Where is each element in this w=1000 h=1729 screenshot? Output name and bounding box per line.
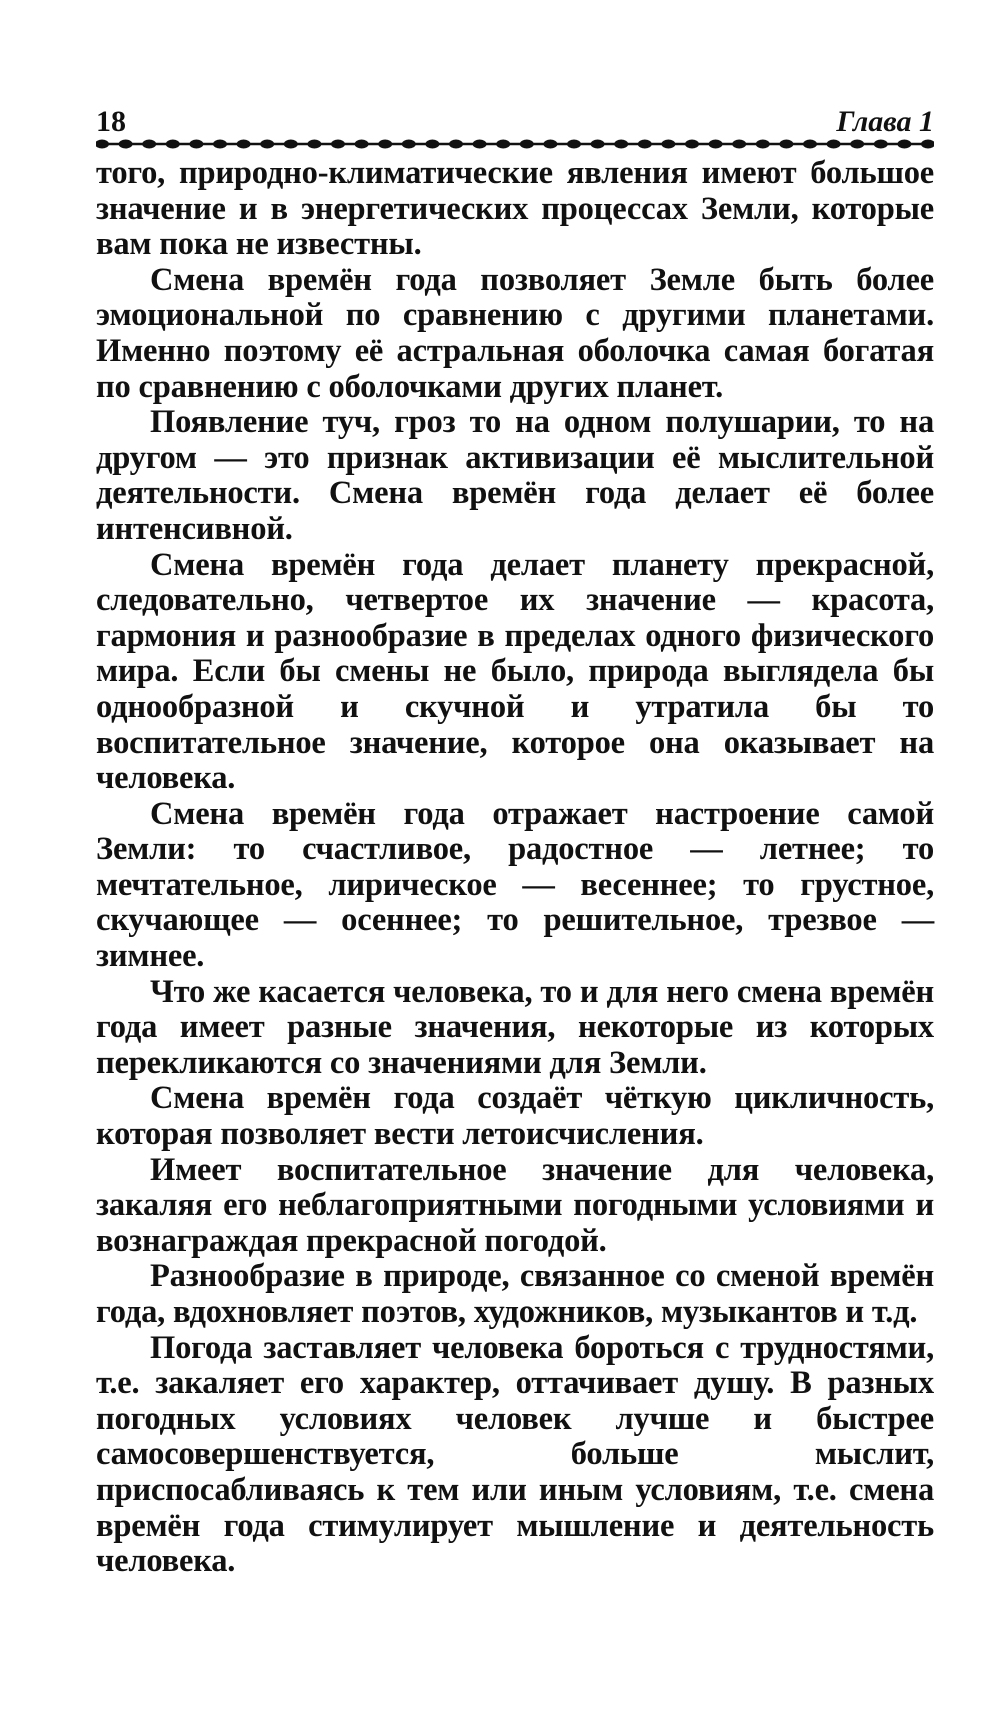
paragraph: того, природно-климатические явления имеют большое значение и в энергетических процессах Земли, которые вам пока не известны. xyxy=(96,155,934,263)
paragraph: Имеет воспитательное значение для человека, закаляя его неблагоприятными погодными условиями и вознаграждая прекрасной погодой. xyxy=(96,1151,934,1259)
divider-dot xyxy=(331,140,345,149)
divider-dot xyxy=(119,140,133,149)
body-text xyxy=(96,156,934,1580)
divider-dot xyxy=(520,140,534,149)
divider-dot xyxy=(709,140,723,149)
divider-dot xyxy=(473,140,487,149)
divider-dot xyxy=(591,140,605,149)
divider-dot xyxy=(496,140,510,149)
divider-dot xyxy=(213,140,227,149)
divider-dot xyxy=(756,140,770,149)
divider-dot xyxy=(543,140,557,149)
divider-dot xyxy=(355,140,369,149)
divider-dot xyxy=(874,140,888,149)
divider-dot xyxy=(284,140,298,149)
paragraph: Смена времён года делает планету прекрасной, следовательно, четвертое их значение — красота, гармония и разнообразие в пределах одного физического мира. Если бы смены не было, природа выглядела бы однообразной и скучной и утратила бы то воспитательное значение, которое она оказывает на человека. xyxy=(96,546,934,797)
divider-dot xyxy=(260,140,274,149)
divider-dot xyxy=(803,140,817,149)
divider-dot xyxy=(850,140,864,149)
divider-dot xyxy=(685,140,699,149)
divider-dot xyxy=(237,140,251,149)
paragraph: Погода заставляет человека бороться с трудностями, т.е. закаляет его характер, оттачивает душу. В разных погодных условиях человек лучше и быстрее самосовершенствуется, больше мыслит, приспосабливаясь к тем или иным условиям, т.е. смена времён года стимулирует мышление и деятельность человека. xyxy=(96,1329,934,1580)
running-head xyxy=(96,104,934,140)
chapter-title: Глава 1 xyxy=(836,105,934,138)
paragraph: Смена времён года отражает настроение самой Земли: то счастливое, радостное — летнее; то мечтательное, лирическое — весеннее; то грустное, скучающее — осеннее; то решительное, трезвое — зимнее. xyxy=(96,795,934,975)
divider-dot xyxy=(425,140,439,149)
divider-dot xyxy=(166,140,180,149)
divider-dot xyxy=(661,140,675,149)
divider-dot xyxy=(779,140,793,149)
divider-dot xyxy=(614,140,628,149)
divider-dot xyxy=(142,140,156,149)
paragraph: Смена времён года создаёт чёткую цикличность, которая позволяет вести летоисчисления. xyxy=(96,1080,934,1153)
divider-dot xyxy=(96,140,109,149)
paragraph: Смена времён года позволяет Земле быть более эмоциональной по сравнению с другими планетами. Именно поэтому её астральная оболочка самая богатая по сравнению с оболочками других планет. xyxy=(96,261,934,405)
divider-dot xyxy=(449,140,463,149)
divider-dot xyxy=(189,140,203,149)
page-number: 18 xyxy=(96,105,126,138)
divider-dot xyxy=(732,140,746,149)
divider-dot xyxy=(567,140,581,149)
divider-dot xyxy=(827,140,841,149)
paragraph: Что же касается человека, то и для него смена времён года имеет разные значения, некоторые из которых перекликаются со значениями для Земли. xyxy=(96,973,934,1081)
ornamental-divider xyxy=(96,136,934,152)
book-page xyxy=(96,0,934,1729)
divider-dot xyxy=(638,140,652,149)
divider-dot xyxy=(402,140,416,149)
divider-dot xyxy=(897,140,911,149)
divider-dot xyxy=(307,140,321,149)
paragraph: Разнообразие в природе, связанное со сменой времён года, вдохновляет поэтов, художников, музыкантов и т.д. xyxy=(96,1258,934,1330)
divider-dot xyxy=(921,140,934,149)
paragraph: Появление туч, гроз то на одном полушарии, то на другом — это признак активизации её мыслительной деятельности. Смена времён года делает её более интенсивной. xyxy=(96,404,934,547)
divider-dot xyxy=(378,140,392,149)
